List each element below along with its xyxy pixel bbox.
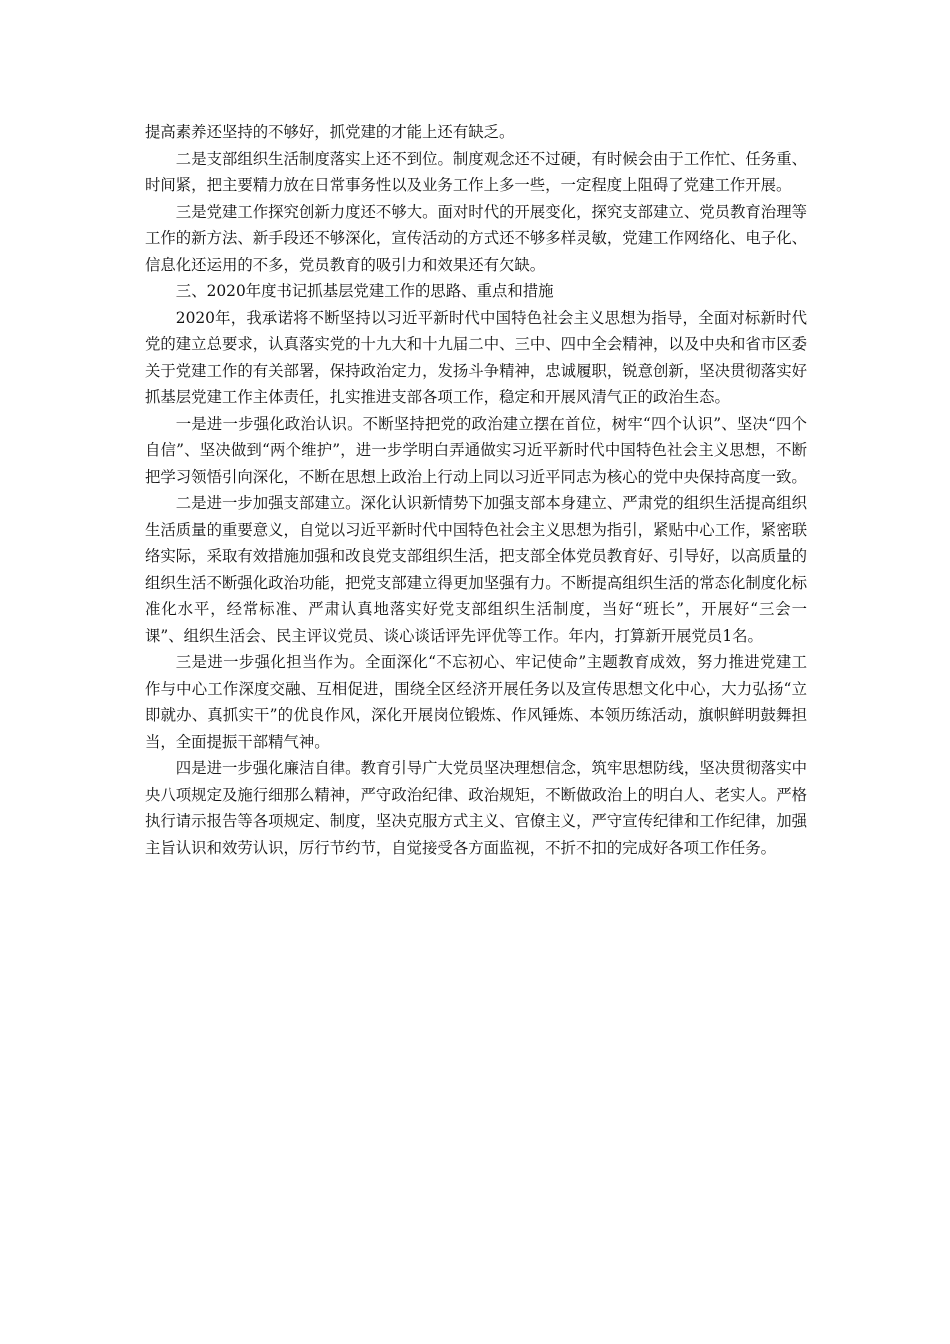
paragraph-continuation: 提高素养还坚持的不够好，抓党建的才能上还有缺乏。 — [145, 123, 515, 141]
paragraph-measure-two: 二是进一步加强支部建立。深化认识新情势下加强支部本身建立、严肃党的组织生活提高组织生活质量的重要意义，自觉以习近平新时代中国特色社会主义思想为指引，紧贴中心工作，紧密联络实际，采取有效措施加强和改良党支部组织生活，把支部全体党员教育好、引导好，以高质量的组织生活不断强化政治功能，把党支部建立得更加坚强有力。不断提高组织生活的常态化制度化标准化水平，经常标准、严肃认真地落实好党支部组织生活制度，当好“班长”，开展好“三会一课”、组织生活会、民主评议党员、谈心谈话评先评优等工作。年内，打算新开展党员1名。 — [145, 494, 807, 645]
paragraph-point-three: 三是党建工作探究创新力度还不够大。面对时代的开展变化，探究支部建立、党员教育治理等工作的新方法、新手段还不够深化，宣传活动的方式还不够多样灵敏，党建工作网络化、电子化、信息化还运用的不多，党员教育的吸引力和效果还有欠缺。 — [145, 202, 807, 274]
paragraph-measure-four: 四是进一步强化廉洁自律。教育引导广大党员坚决理想信念，筑牢思想防线，坚决贯彻落实中央八项规定及施行细那么精神，严守政治纪律、政治规矩，不断做政治上的明白人、老实人。严格执行请示报告等各项规定、制度，坚决克服方式主义、官僚主义，严守宣传纪律和工作纪律，加强主旨认识和效劳认识，厉行节约节，自觉接受各方面监视，不折不扣的完成好各项工作任务。 — [145, 759, 807, 857]
document-body — [145, 119, 807, 861]
section-heading-three: 三、2020年度书记抓基层党建工作的思路、重点和措施 — [175, 282, 554, 300]
paragraph-measure-three: 三是进一步强化担当作为。全面深化“不忘初心、牢记使命”主题教育成效，努力推进党建工作与中心工作深度交融、互相促进，围绕全区经济开展任务以及宣传思想文化中心，大力弘扬“立即就办、真抓实干”的优良作风，深化开展岗位锻炼、作风锤炼、本领历练活动，旗帜鲜明鼓舞担当，全面提振干部精气神。 — [145, 653, 807, 751]
paragraph-point-two: 二是支部组织生活制度落实上还不到位。制度观念还不过硬，有时候会由于工作忙、任务重、时间紧，把主要精力放在日常事务性以及业务工作上多一些，一定程度上阻碍了党建工作开展。 — [145, 149, 807, 194]
paragraph-measure-one: 一是进一步强化政治认识。不断坚持把党的政治建立摆在首位，树牢“四个认识”、坚决“四个自信”、坚决做到“两个维护”，进一步学明白弄通做实习近平新时代中国特色社会主义思想，不断把学习领悟引向深化，不断在思想上政治上行动上同以习近平同志为核心的党中央保持高度一致。 — [145, 414, 807, 486]
paragraph-2020-intro: 2020年，我承诺将不断坚持以习近平新时代中国特色社会主义思想为指导，全面对标新时代党的建立总要求，认真落实党的十九大和十九届二中、三中、四中全会精神，以及中央和省市区委关于党建工作的有关部署，保持政治定力，发扬斗争精神，忠诚履职，锐意创新，坚决贯彻落实好抓基层党建工作主体责任，扎实推进支部各项工作，稳定和开展风清气正的政治生态。 — [145, 308, 807, 406]
